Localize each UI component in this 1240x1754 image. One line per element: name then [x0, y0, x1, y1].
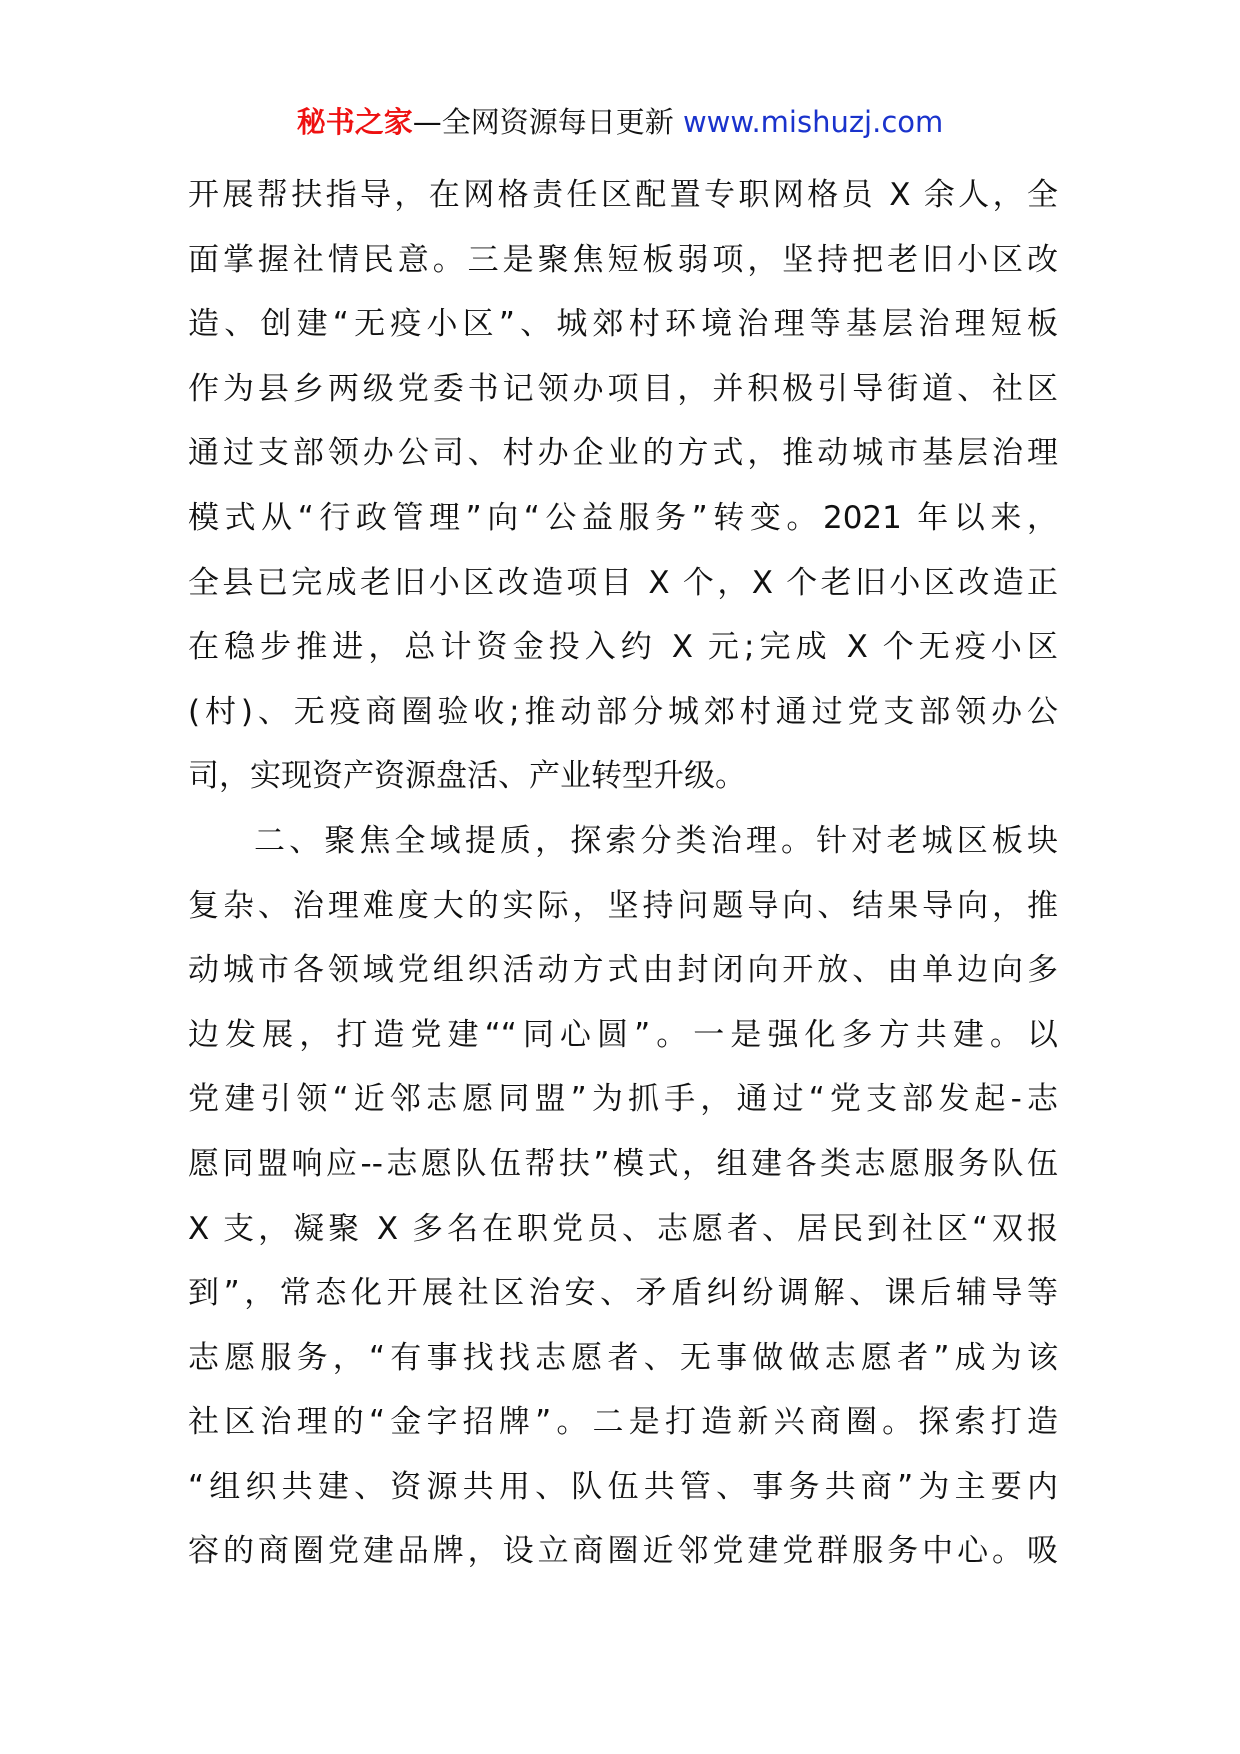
header-brand: 秘书之家: [296, 105, 413, 139]
text-line: (村)、无疫商圈验收;推动部分城郊村通过党支部领办公: [188, 693, 1058, 730]
text-line: 党建引领“近邻志愿同盟”为抓手，通过“党支部发起-志: [188, 1081, 1058, 1118]
text-line: 在稳步推进，总计资金投入约 X 元;完成 X 个无疫小区: [188, 629, 1058, 666]
page-header: [0, 100, 1240, 144]
text-line: 开展帮扶指导，在网格责任区配置专职网格员 X 余人，全: [188, 177, 1058, 213]
text-line: 边发展，打造党建““同心圆”。一是强化多方共建。以: [188, 1016, 1058, 1053]
text-line: 容的商圈党建品牌，设立商圈近邻党建党群服务中心。吸: [188, 1533, 1058, 1570]
text-line: 志愿服务，“有事找找志愿者、无事做做志愿者”成为该: [188, 1339, 1058, 1376]
text-line: 社区治理的“金字招牌”。二是打造新兴商圈。探索打造: [188, 1404, 1058, 1441]
text-line: “组织共建、资源共用、队伍共管、事务共商”为主要内: [188, 1468, 1058, 1505]
text-line: 面掌握社情民意。三是聚焦短板弱项，坚持把老旧小区改: [188, 241, 1058, 278]
text-line: 造、创建“无疫小区”、城郊村环境治理等基层治理短板: [188, 306, 1058, 343]
header-slogan: —全网资源每日更新: [412, 105, 674, 139]
text-line: 复杂、治理难度大的实际，坚持问题导向、结果导向，推: [188, 887, 1058, 924]
text-line: 司，实现资产资源盘活、产业转型升级。: [188, 758, 746, 795]
text-line: 通过支部领办公司、村办企业的方式，推动城市基层治理: [188, 435, 1058, 472]
text-line: 全县已完成老旧小区改造项目 X 个，X 个老旧小区改造正: [188, 564, 1058, 601]
text-line: 到”，常态化开展社区治安、矛盾纠纷调解、课后辅导等: [188, 1275, 1058, 1312]
text-line: X 支，凝聚 X 多名在职党员、志愿者、居民到社区“双报: [188, 1210, 1058, 1247]
text-line: 作为县乡两级党委书记领办项目，并积极引导街道、社区: [188, 370, 1058, 407]
document-body: [188, 163, 1058, 1584]
text-line: 愿同盟响应--志愿队伍帮扶”模式，组建各类志愿服务队伍: [188, 1145, 1058, 1182]
text-line: 动城市各领域党组织活动方式由封闭向开放、由单边向多: [188, 952, 1058, 989]
paragraph-heading-line: 二、聚焦全域提质，探索分类治理。针对老城区板块: [254, 822, 1058, 859]
header-url-link[interactable]: www.mishuzj.com: [682, 105, 944, 139]
text-line: 模式从“行政管理”向“公益服务”转变。2021 年以来，: [188, 499, 1058, 536]
